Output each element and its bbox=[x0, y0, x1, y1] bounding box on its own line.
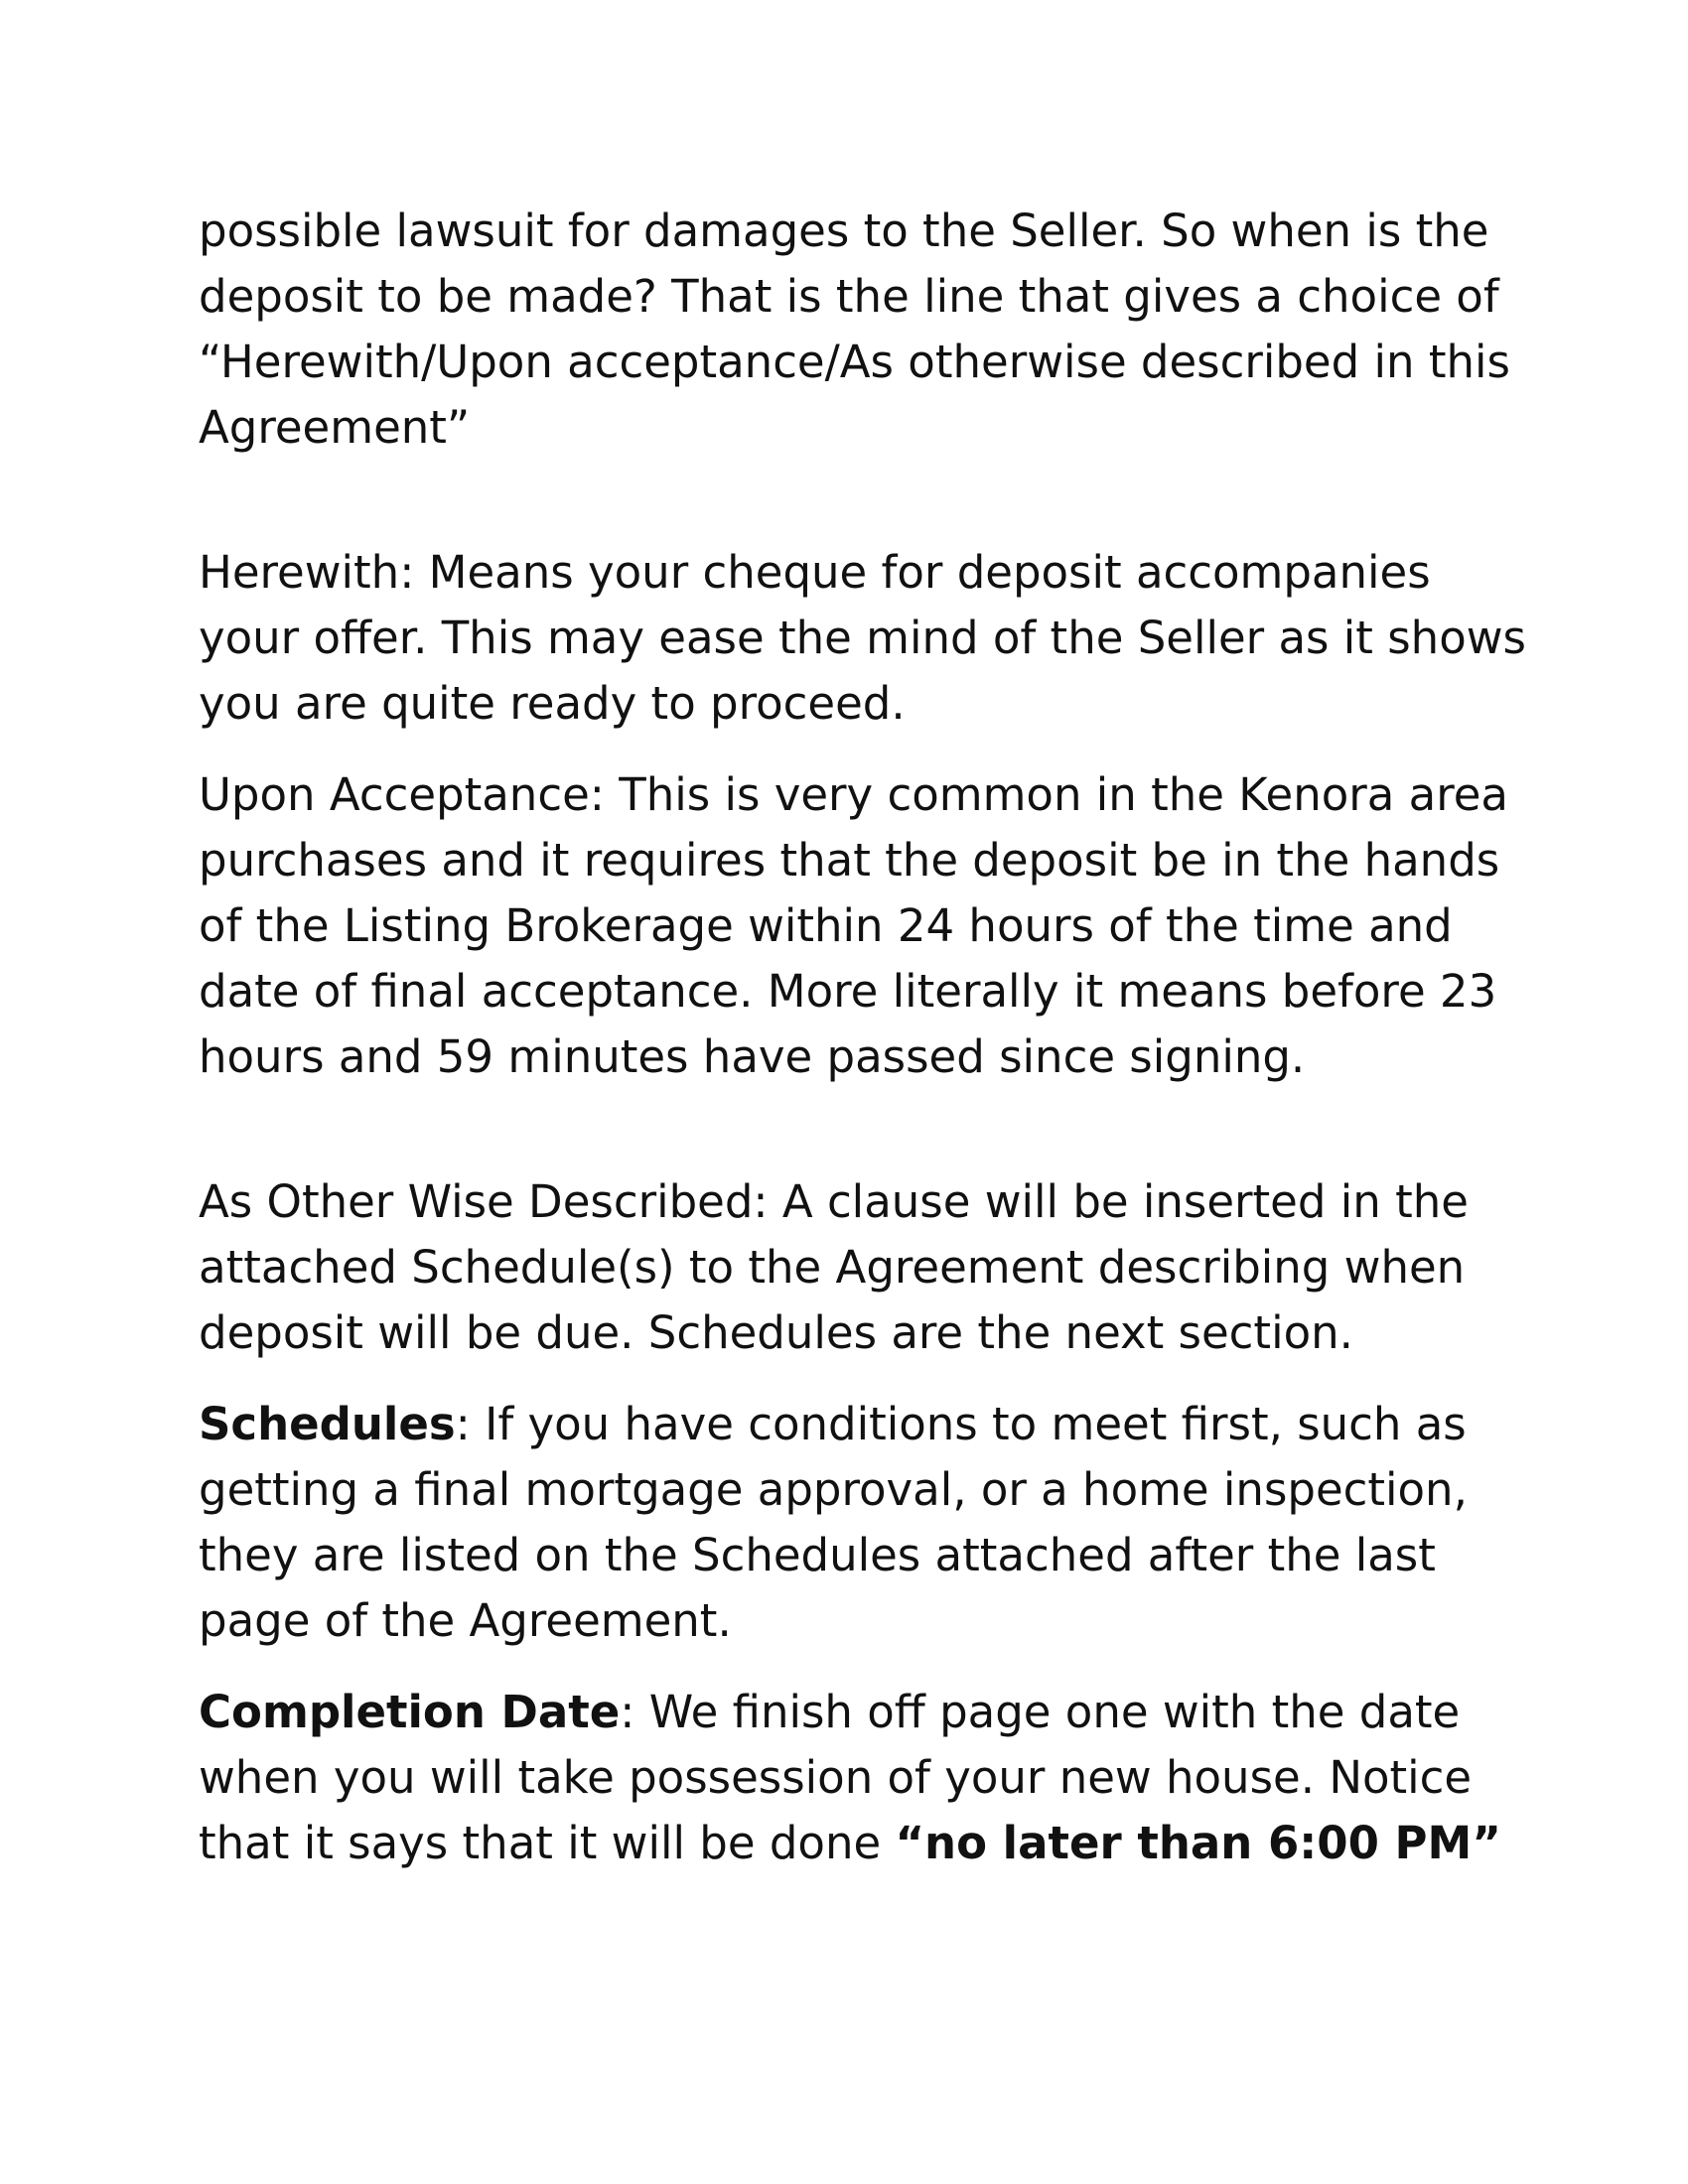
text-line: purchases and it requires that the deposit be in the hands bbox=[199, 834, 1500, 887]
paragraph-as-otherwise-described bbox=[199, 1169, 1509, 1366]
text-line: Upon Acceptance: This is very common in the Kenora area bbox=[199, 768, 1508, 821]
paragraph-spacer bbox=[199, 1366, 1509, 1392]
text-line: “Herewith/Upon acceptance/As otherwise described in this bbox=[199, 336, 1510, 388]
text-line: you are quite ready to proceed. bbox=[199, 677, 906, 730]
text-line: deposit to be made? That is the line that gives a choice of bbox=[199, 270, 1499, 323]
text-line: possible lawsuit for damages to the Seller. So when is the bbox=[199, 205, 1489, 257]
text-line bbox=[199, 1811, 1509, 1876]
paragraph-spacer bbox=[199, 1090, 1509, 1169]
paragraph-herewith bbox=[199, 540, 1526, 737]
text-line: your offer. This may ease the mind of the Seller as it shows bbox=[199, 612, 1526, 664]
text-line: page of the Agreement. bbox=[199, 1594, 732, 1647]
text-line: Herewith: Means your cheque for deposit accompanies bbox=[199, 546, 1431, 599]
text-line bbox=[199, 1392, 1509, 1457]
paragraph-spacer bbox=[199, 461, 1509, 540]
text-line: attached Schedule(s) to the Agreement describing when bbox=[199, 1241, 1466, 1294]
paragraph-deposit-intro bbox=[199, 199, 1509, 461]
term-schedules: Schedules bbox=[199, 1398, 456, 1450]
text-line: of the Listing Brokerage within 24 hours of the time and bbox=[199, 899, 1453, 952]
text-fragment: that it says that it will be done bbox=[199, 1817, 896, 1869]
paragraph-spacer bbox=[199, 1654, 1509, 1680]
paragraph-spacer bbox=[199, 737, 1509, 762]
text-fragment: : If you have conditions to meet first, such as bbox=[455, 1398, 1467, 1450]
text-line: date of final acceptance. More literally it means before 23 bbox=[199, 965, 1497, 1018]
text-line: hours and 59 minutes have passed since signing. bbox=[199, 1030, 1306, 1083]
text-line: when you will take possession of your new house. Notice bbox=[199, 1751, 1473, 1804]
paragraph-schedules bbox=[199, 1392, 1509, 1654]
text-line: Agreement” bbox=[199, 401, 471, 454]
text-line: getting a final mortgage approval, or a home inspection, bbox=[199, 1463, 1468, 1516]
paragraph-completion-date bbox=[199, 1680, 1509, 1876]
paragraph-upon-acceptance bbox=[199, 762, 1509, 1090]
document-page bbox=[199, 199, 1526, 1876]
term-completion-date: Completion Date bbox=[199, 1686, 621, 1738]
emphasis-deadline: “no later than 6:00 PM” bbox=[895, 1817, 1501, 1869]
text-line: they are listed on the Schedules attached after the last bbox=[199, 1529, 1436, 1581]
text-line: As Other Wise Described: A clause will be inserted in the bbox=[199, 1175, 1469, 1228]
text-fragment: : We finish off page one with the date bbox=[620, 1686, 1461, 1738]
text-line: deposit will be due. Schedules are the next section. bbox=[199, 1306, 1353, 1359]
text-line bbox=[199, 1680, 1509, 1745]
